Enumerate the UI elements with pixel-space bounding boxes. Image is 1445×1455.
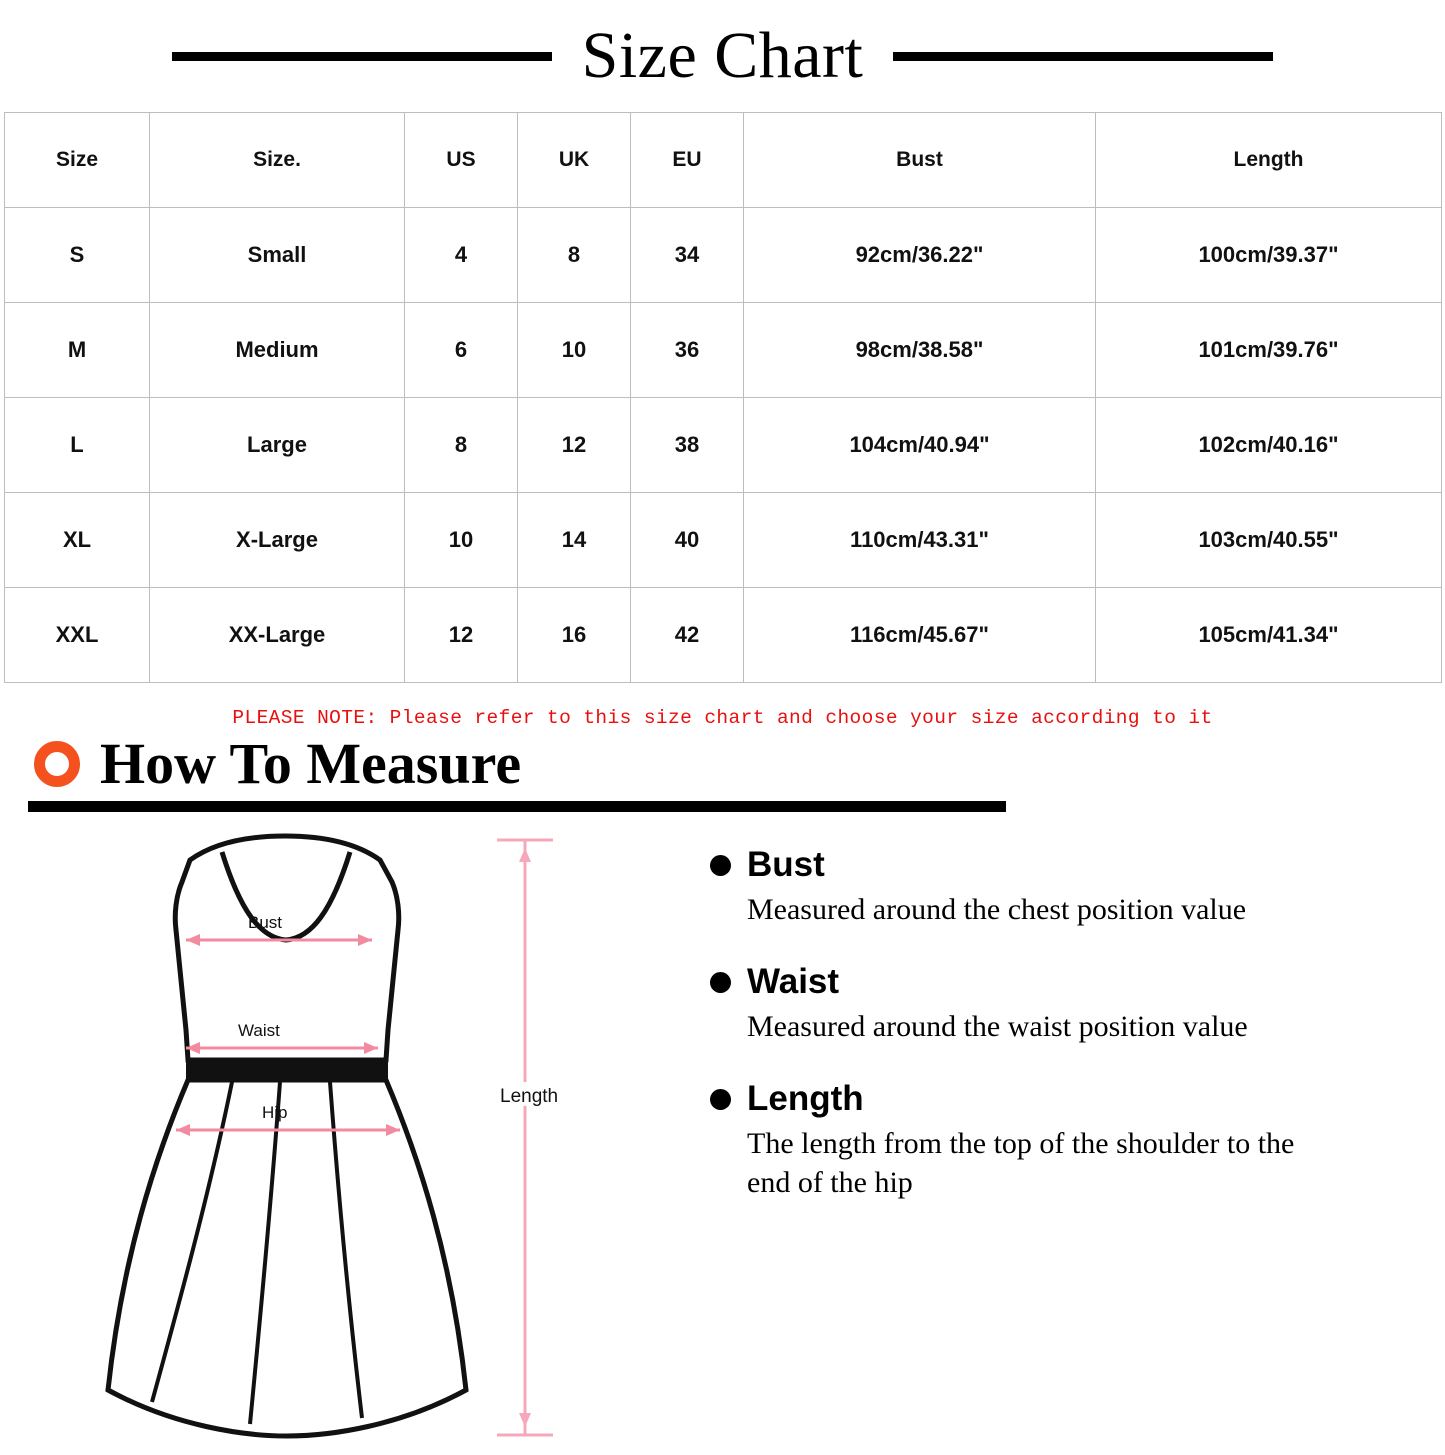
cell-size: XXL xyxy=(5,588,150,683)
cell-uk: 8 xyxy=(518,208,631,303)
table-row xyxy=(5,208,1442,303)
page-title-bar xyxy=(0,0,1445,112)
bullet-dot-icon xyxy=(710,855,731,876)
cell-eu: 42 xyxy=(631,588,744,683)
how-to-measure-heading xyxy=(0,731,1445,796)
cell-uk: 14 xyxy=(518,493,631,588)
table-row xyxy=(5,588,1442,683)
column-header-size: Size xyxy=(5,113,150,208)
cell-size-name: Small xyxy=(150,208,405,303)
definition-title: Bust xyxy=(747,845,825,884)
dress-illustration-svg xyxy=(0,830,700,1450)
hip-label: Hip xyxy=(262,1103,288,1122)
bullet-dot-icon xyxy=(710,972,731,993)
column-header-us: US xyxy=(405,113,518,208)
cell-eu: 40 xyxy=(631,493,744,588)
definition-text: The length from the top of the shoulder to the end of the hip xyxy=(747,1126,1295,1200)
cell-uk: 16 xyxy=(518,588,631,683)
cell-bust: 92cm/36.22" xyxy=(744,208,1096,303)
page-title: Size Chart xyxy=(581,19,864,92)
cell-bust: 116cm/45.67" xyxy=(744,588,1096,683)
table-row xyxy=(5,493,1442,588)
cell-us: 8 xyxy=(405,398,518,493)
cell-size-name: X-Large xyxy=(150,493,405,588)
definition-text: Measured around the waist position value xyxy=(747,1009,1248,1043)
cell-uk: 10 xyxy=(518,303,631,398)
cell-size: S xyxy=(5,208,150,303)
column-header-size-name: Size. xyxy=(150,113,405,208)
cell-us: 4 xyxy=(405,208,518,303)
waistband xyxy=(186,1058,388,1080)
cell-us: 10 xyxy=(405,493,518,588)
title-rule-left xyxy=(172,52,552,61)
definition-text: Measured around the chest position value xyxy=(747,892,1247,926)
ring-bullet-icon xyxy=(34,741,80,787)
definition-length xyxy=(710,1080,1445,1203)
column-header-uk: UK xyxy=(518,113,631,208)
length-measure-line xyxy=(497,840,553,1435)
skirt-outline xyxy=(108,1080,466,1436)
size-chart-table-container xyxy=(0,112,1445,683)
cell-eu: 34 xyxy=(631,208,744,303)
cell-bust: 110cm/43.31" xyxy=(744,493,1096,588)
cell-size-name: XX-Large xyxy=(150,588,405,683)
cell-length: 105cm/41.34" xyxy=(1096,588,1442,683)
cell-us: 12 xyxy=(405,588,518,683)
size-chart-note: PLEASE NOTE: Please refer to this size chart and choose your size according to it xyxy=(232,707,1213,729)
cell-us: 6 xyxy=(405,303,518,398)
measurement-definitions xyxy=(700,830,1445,1455)
how-to-measure-rule xyxy=(28,801,1006,812)
size-chart-table xyxy=(4,112,1442,683)
cell-bust: 98cm/38.58" xyxy=(744,303,1096,398)
cell-length: 100cm/39.37" xyxy=(1096,208,1442,303)
column-header-bust: Bust xyxy=(744,113,1096,208)
cell-length: 103cm/40.55" xyxy=(1096,493,1442,588)
cell-size-name: Large xyxy=(150,398,405,493)
table-header-row xyxy=(5,113,1442,208)
cell-size: M xyxy=(5,303,150,398)
how-to-measure-body xyxy=(0,830,1445,1455)
dress-diagram xyxy=(0,830,700,1455)
column-header-eu: EU xyxy=(631,113,744,208)
cell-eu: 38 xyxy=(631,398,744,493)
cell-length: 101cm/39.76" xyxy=(1096,303,1442,398)
cell-size-name: Medium xyxy=(150,303,405,398)
definition-bust xyxy=(710,846,1445,929)
cell-uk: 12 xyxy=(518,398,631,493)
table-row xyxy=(5,303,1442,398)
cell-bust: 104cm/40.94" xyxy=(744,398,1096,493)
cell-size: L xyxy=(5,398,150,493)
definition-title: Length xyxy=(747,1079,864,1119)
definition-title: Waist xyxy=(747,962,840,1002)
waist-label: Waist xyxy=(238,1021,280,1040)
bullet-dot-icon xyxy=(710,1089,731,1110)
column-header-length: Length xyxy=(1096,113,1442,208)
cell-eu: 36 xyxy=(631,303,744,398)
definition-waist xyxy=(710,963,1445,1046)
cell-length: 102cm/40.16" xyxy=(1096,398,1442,493)
bust-label: Bust xyxy=(248,913,283,932)
length-label: Length xyxy=(500,1086,559,1107)
how-to-measure-title: How To Measure xyxy=(100,731,522,796)
table-row xyxy=(5,398,1442,493)
title-rule-right xyxy=(893,52,1273,61)
cell-size: XL xyxy=(5,493,150,588)
